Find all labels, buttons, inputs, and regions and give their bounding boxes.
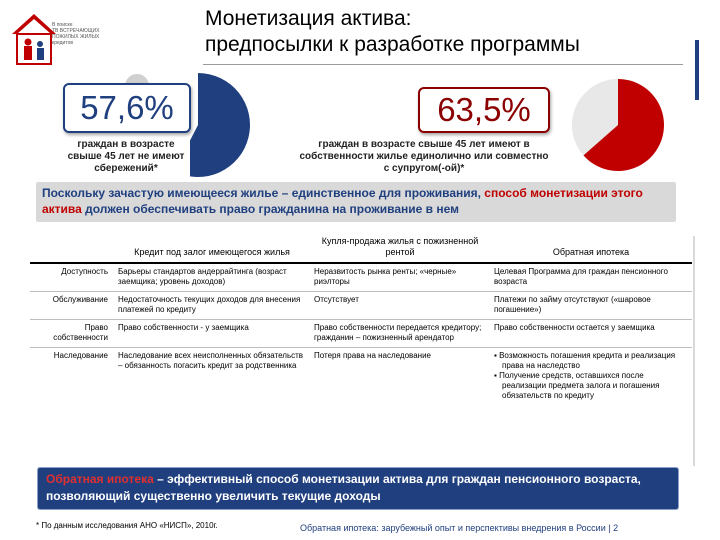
banner-text-highlight: способ монетизации этого актива <box>42 186 643 216</box>
stat-right-description: граждан в возрасте свыше 45 лет имеют в собственности жилье единолично или совместно с супругом(-ой)* <box>299 139 549 174</box>
table-header-row <box>30 236 692 263</box>
table-cell: Право собственности остается у заемщика <box>490 320 692 348</box>
table-cell: Наследование всех неисполненных обязательств – обязанность погасить кредит за родственника <box>118 351 304 370</box>
stat-left-description: граждан в возрасте свыше 45 лет не имеют сбережений* <box>67 139 185 174</box>
banner-text-2: должен обеспечивать право гражданина на проживание в нем <box>81 202 460 216</box>
table-row <box>30 348 692 406</box>
pie-left-slice <box>190 73 250 177</box>
row-label: Наследование <box>53 351 108 360</box>
list-item: ▪ Получение средств, оставшихся после реализации предмета залога и погашения обязательств по кредиту <box>494 371 660 400</box>
page-footer: Обратная ипотека: зарубежный опыт и перспективы внедрения в России | 2 <box>300 523 619 533</box>
stat-left-value: 57,6% <box>63 83 191 133</box>
table-header-credit: Кредит под залог имеющегося жилья <box>114 236 310 263</box>
title-line-2: предпосылки к разработке программы <box>205 33 580 56</box>
conclusion-box <box>37 467 679 510</box>
row-label: Обслуживание <box>30 292 114 320</box>
pie-chart-right <box>570 70 666 182</box>
page-title <box>205 6 675 58</box>
table-cell: Недостаточность текущих доходов для внесения платежей по кредиту <box>114 292 310 320</box>
table-row <box>30 320 692 348</box>
list-item: ▪ Возможность погашения кредита и реализация права на наследство <box>494 351 676 370</box>
banner-text-1: Поскольку зачастую имеющееся жилье – единственное для проживания, <box>42 186 485 200</box>
table-cell: Платежи по займу отсутствуют («шаровое погашение») <box>490 292 692 320</box>
table-cell: Барьеры стандартов андеррайтинга (возраст заемщика; уровень доходов) <box>114 263 310 292</box>
footnote: * По данным исследования АНО «НИСП», 2010г. <box>36 521 218 530</box>
conclusion-highlight: Обратная ипотека <box>46 472 154 486</box>
stat-right-value: 63,5% <box>418 87 550 133</box>
decorative-bar-top <box>695 40 699 100</box>
table-row <box>30 263 692 292</box>
row-label: Право собственности <box>30 320 114 348</box>
conclusion-text: – эффективный способ монетизации актива для граждан пенсионного возраста, позволяющий существенно увеличить текущие доходы <box>46 472 641 503</box>
logo-text: В поиске ТВ ВСТРЕЧАЮЩИХ ПОЖИЛЫХ ЖИЛЫХ кредитов <box>52 22 100 46</box>
row-label: Доступность <box>30 263 114 292</box>
table-cell: Право собственности - у заемщика <box>114 320 310 348</box>
pie-chart-left <box>190 70 280 182</box>
table-cell: Неразвитость рынка ренты; «черные» риэлторы <box>310 263 490 292</box>
table-header-empty <box>30 236 114 263</box>
table-cell: Целевая Программа для граждан пенсионного возраста <box>490 263 692 292</box>
table-cell: Право собственности передается кредитору; гражданин – пожизненный арендатор <box>310 320 490 348</box>
title-divider <box>203 64 683 65</box>
table-header-rent: Купля-продажа жилья с пожизненной рентой <box>310 236 490 263</box>
table-cell: Потеря права на наследование <box>314 351 431 360</box>
comparison-table <box>30 236 692 405</box>
title-line-1: Монетизация актива: <box>205 7 412 30</box>
decorative-bar-side <box>693 236 695 466</box>
table-row <box>30 292 692 320</box>
table-cell <box>490 348 692 406</box>
table-header-reverse-mortgage: Обратная ипотека <box>490 236 692 263</box>
table-cell: Отсутствует <box>310 292 490 320</box>
context-banner <box>36 182 676 222</box>
